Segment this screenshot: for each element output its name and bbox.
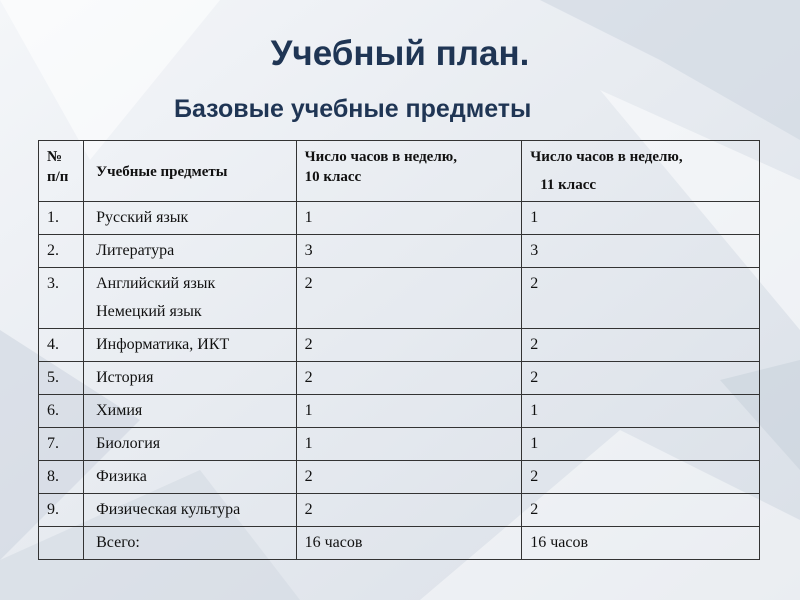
row-number: 5. [39, 362, 84, 395]
table-row [39, 428, 760, 461]
curriculum-table [38, 140, 760, 560]
row-hours-10: 1 [296, 428, 522, 461]
total-hours-11: 16 часов [522, 527, 760, 560]
row-subject: Русский язык [84, 202, 296, 235]
row-hours-11: 1 [522, 395, 760, 428]
total-hours-10: 16 часов [296, 527, 522, 560]
row-subject: Информатика, ИКТ [84, 329, 296, 362]
table-row [39, 268, 760, 329]
table-row [39, 329, 760, 362]
header-number-line1: № [47, 149, 63, 165]
row-subject: Физическая культура [84, 494, 296, 527]
table-row [39, 202, 760, 235]
page-subtitle: Базовые учебные предметы [174, 95, 532, 123]
row-subject-alt: Немецкий язык [96, 303, 202, 320]
header-grade11: Число часов в неделю, 11 класс [522, 141, 760, 202]
row-hours-11: 2 [522, 329, 760, 362]
row-number: 9. [39, 494, 84, 527]
row-hours-11: 1 [522, 202, 760, 235]
row-subject: Химия [84, 395, 296, 428]
row-hours-10: 3 [296, 235, 522, 268]
row-hours-11: 3 [522, 235, 760, 268]
row-number: 4. [39, 329, 84, 362]
row-hours-11: 2 [522, 461, 760, 494]
table-header-row [39, 141, 760, 202]
row-number: 2. [39, 235, 84, 268]
header-number [39, 141, 84, 202]
row-number: 6. [39, 395, 84, 428]
header-number-line2: п/п [47, 169, 69, 185]
row-hours-10: 1 [296, 395, 522, 428]
row-hours-11: 1 [522, 428, 760, 461]
row-hours-10: 1 [296, 202, 522, 235]
row-hours-10: 2 [296, 268, 522, 329]
table-row [39, 395, 760, 428]
header-grade10: Число часов в неделю, 10 класс [296, 141, 522, 202]
row-number: 8. [39, 461, 84, 494]
row-subject: Биология [84, 428, 296, 461]
row-hours-10: 2 [296, 362, 522, 395]
header-subjects: Учебные предметы [84, 141, 296, 202]
total-number [39, 527, 84, 560]
row-number: 3. [39, 268, 84, 329]
row-subject: Английский язык Немецкий язык [84, 268, 296, 329]
total-label: Всего: [84, 527, 296, 560]
row-subject: История [84, 362, 296, 395]
table-row [39, 235, 760, 268]
page-title: Учебный план. [270, 34, 530, 73]
row-hours-10: 2 [296, 329, 522, 362]
row-hours-10: 2 [296, 461, 522, 494]
table-row [39, 362, 760, 395]
row-hours-10: 2 [296, 494, 522, 527]
table-total-row [39, 527, 760, 560]
row-hours-11: 2 [522, 268, 760, 329]
row-number: 1. [39, 202, 84, 235]
row-subject: Физика [84, 461, 296, 494]
row-hours-11: 2 [522, 362, 760, 395]
row-hours-11: 2 [522, 494, 760, 527]
table-row [39, 494, 760, 527]
table-row [39, 461, 760, 494]
row-number: 7. [39, 428, 84, 461]
row-subject: Литература [84, 235, 296, 268]
